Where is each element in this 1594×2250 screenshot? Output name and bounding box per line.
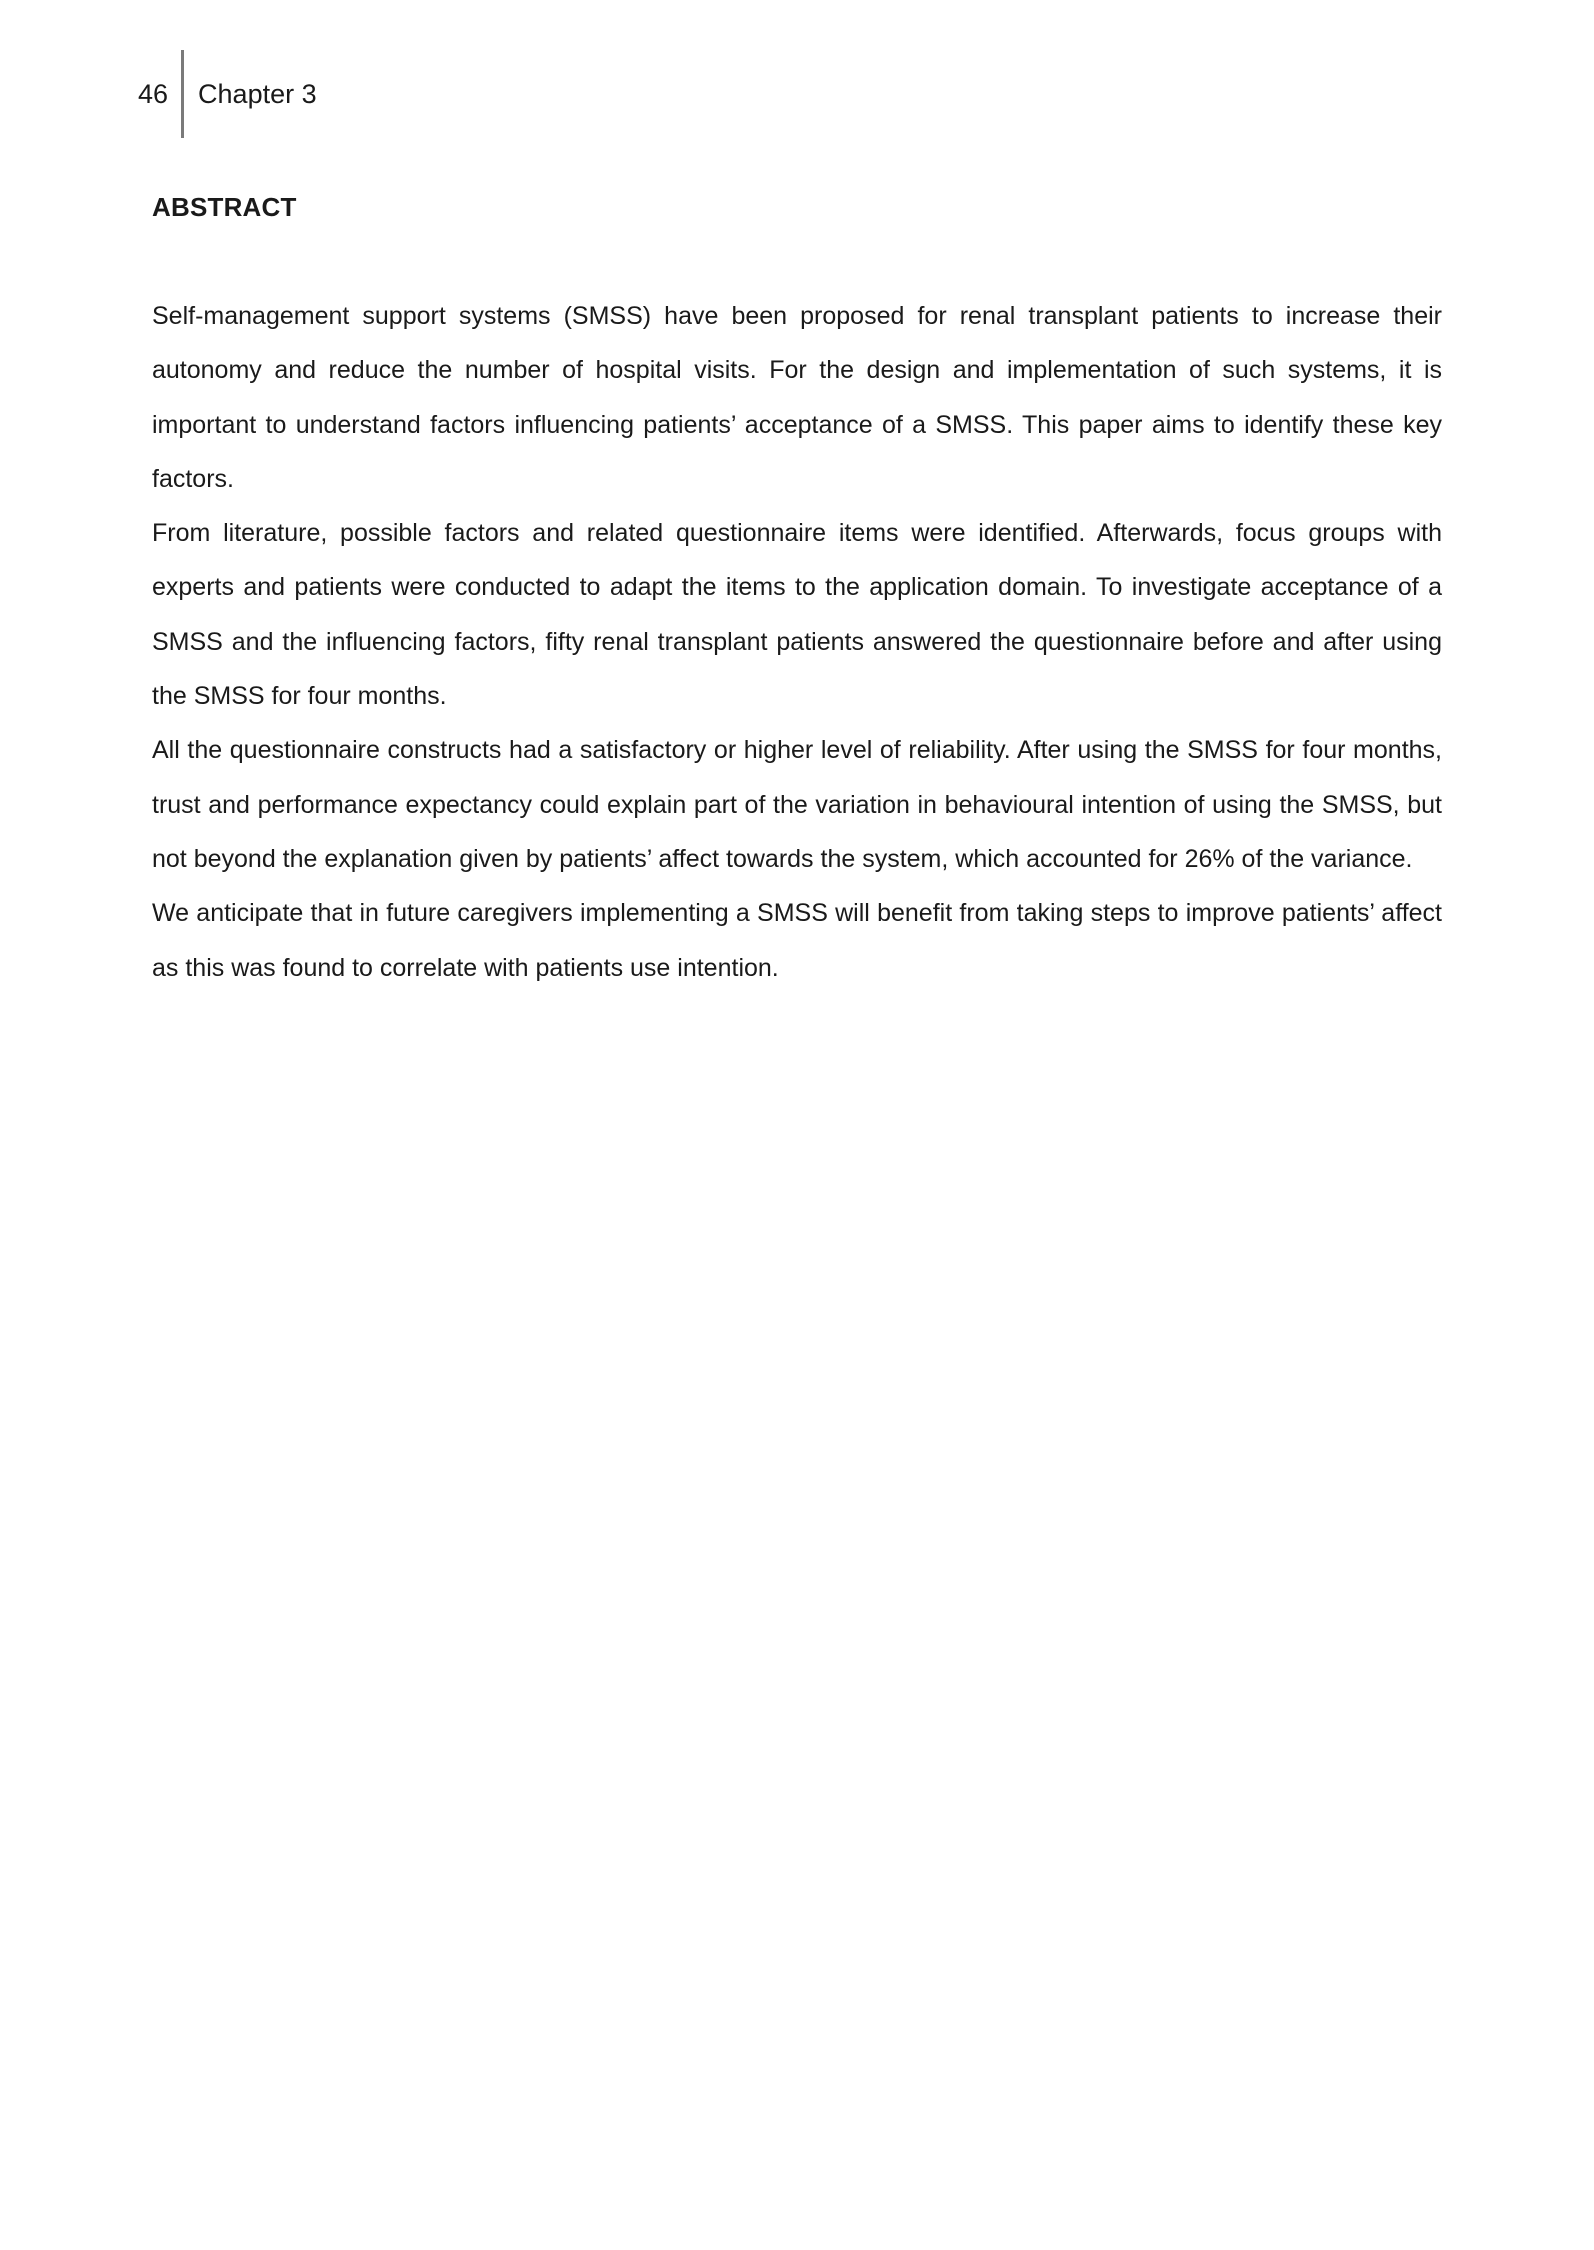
- page-number: 46: [138, 78, 169, 109]
- abstract-body: [152, 289, 1442, 995]
- abstract-paragraph-4: We anticipate that in future caregivers implementing a SMSS will benefit from taking steps to improve patients’ affect as this was found to correlate with patients use intention.: [152, 899, 1442, 982]
- abstract-paragraph-2: From literature, possible factors and related questionnaire items were identified. Afterwards, focus groups with experts and patients were conducted to adapt the items to the application domain. To investigate acceptance of a SMSS and the influencing factors, fifty renal transplant patients answered the questionnaire before and after using the SMSS for four months.: [152, 519, 1442, 711]
- abstract-paragraph-1: Self-management support systems (SMSS) have been proposed for renal transplant patients to increase their autonomy and reduce the number of hospital visits. For the design and implementation of such systems, it is important to understand factors influencing patients’ acceptance of a SMSS. This paper aims to identify these key factors.: [152, 302, 1442, 493]
- chapter-label: Chapter 3: [198, 78, 317, 109]
- abstract-paragraph-3: All the questionnaire constructs had a satisfactory or higher level of reliability. After using the SMSS for four months, trust and performance expectancy could explain part of the variation in behavioural intention of using the SMSS, but not beyond the explanation given by patients’ affect towards the system, which accounted for 26% of the variance.: [152, 736, 1442, 873]
- running-header: [138, 50, 317, 138]
- abstract-heading: ABSTRACT: [152, 192, 297, 222]
